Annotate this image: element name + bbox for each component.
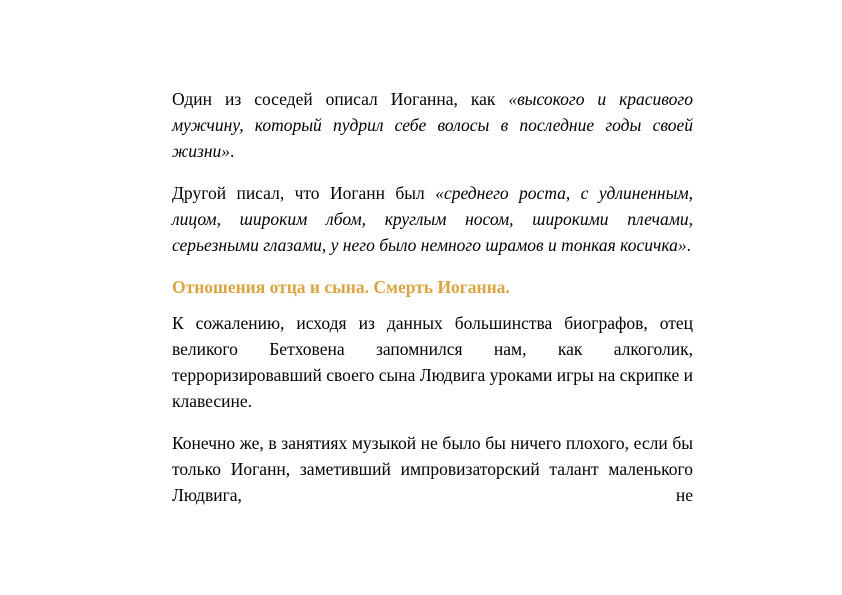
paragraph-neighbor-description [172,86,693,164]
paragraph-other-description [172,180,693,258]
paragraph-music-lessons: Конечно же, в занятиях музыкой не было бы ничего плохого, если бы только Иоганн, заметивший импровизаторский талант маленького Людвига, не [172,433,693,505]
paragraph-1-tail: . [230,141,235,161]
paragraph-1-lead: Один из соседей описал Иоганна, как [172,89,509,109]
document-page [172,86,693,524]
paragraph-2-quote: «среднего роста, с удлиненным, лицом, широким лбом, круглым носом, широкими плечами, серьезными глазами, у него было немного шрамов и тонкая косичка» [172,183,693,255]
paragraph-2-lead: Другой писал, что Иоганн был [172,183,436,203]
paragraph-father-reputation: К сожалению, исходя из данных большинства биографов, отец великого Бетховена запомнился нам, как алкоголик, терроризировавший своего сына Людвига уроками игры на скрипке и клавесине. [172,313,693,411]
section-heading: Отношения отца и сына. Смерть Иоганна. [172,277,510,297]
paragraph-1-quote: «высокого и красивого мужчину, который пудрил себе волосы в последние годы своей жизни» [172,89,693,161]
paragraph-2-tail: . [686,235,691,255]
